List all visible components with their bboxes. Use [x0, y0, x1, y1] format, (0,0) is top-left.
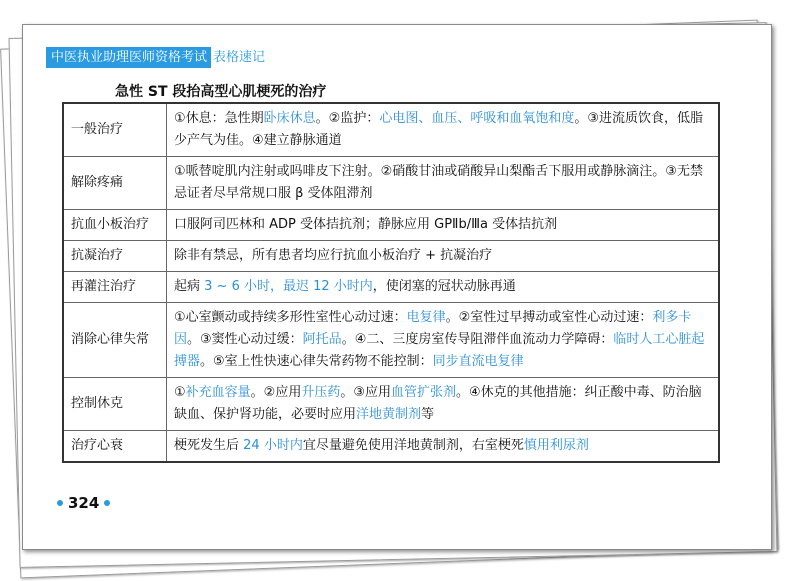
table-row [63, 157, 719, 210]
row-category: 再灌注治疗 [63, 272, 167, 303]
highlighted-text: 3 ~ 6 小时，最迟 12 小时内 [204, 279, 373, 294]
running-header [46, 47, 265, 68]
page-dot-icon [57, 500, 63, 506]
highlighted-text: 同步直流电复律 [432, 354, 524, 369]
highlighted-text: 24 小时内 [243, 438, 303, 453]
content-text: 。④休克的其他措施：纠正酸中毒、防治脑缺血、保护肾功能，必要时应用 [174, 385, 702, 422]
table-row [63, 241, 719, 272]
content-text: ，使闭塞的冠状动脉再通 [372, 279, 516, 294]
content-text: 。②应用 [250, 385, 302, 400]
header-series-label: 中医执业助理医师资格考试 [46, 47, 211, 68]
content-text: 。②监护： [315, 111, 380, 126]
row-content [167, 272, 720, 303]
row-category: 抗凝治疗 [63, 241, 167, 272]
table-row [63, 431, 719, 463]
content-text: 。③应用 [340, 385, 391, 400]
content-text: 。④二、三度房室传导阻滞伴血流动力学障碍： [341, 332, 614, 347]
highlighted-text: 升压药 [301, 385, 341, 400]
content-text: 。⑤室上性快速心律失常药物不能控制： [200, 354, 433, 369]
highlighted-text: 临时人工心脏起搏器 [174, 332, 705, 369]
table-row [63, 103, 719, 157]
highlighted-text: 血管扩张剂 [391, 385, 457, 400]
row-content [167, 103, 720, 157]
table-row [63, 210, 719, 241]
content-text: 口服阿司匹林和 ADP 受体拮抗剂；静脉应用 GPⅡb/Ⅲa 受体拮抗剂 [174, 217, 558, 232]
content-text: ① [174, 385, 186, 400]
table-title: 急性 ST 段抬高型心肌梗死的治疗 [115, 84, 327, 100]
content-text: ①休息：急性期 [174, 111, 264, 126]
highlighted-text: 洋地黄制剂 [356, 407, 422, 422]
row-content [167, 157, 720, 210]
content-text: 。③进流质饮食，低脂少产气为佳。④建立静脉通道 [174, 111, 703, 148]
row-category: 消除心律失常 [63, 303, 167, 378]
row-category: 治疗心衰 [63, 431, 167, 463]
row-content [167, 210, 720, 241]
content-text: 等 [421, 407, 435, 422]
highlighted-text: 阿托品 [302, 332, 342, 347]
table-row [63, 303, 719, 378]
table-row [63, 378, 719, 431]
page-number-text: 324 [68, 494, 100, 512]
row-content [167, 431, 720, 463]
content-text: 。③窦性心动过缓： [187, 332, 303, 347]
highlighted-text: 卧床休息 [263, 111, 316, 126]
row-category: 一般治疗 [63, 103, 167, 157]
content-text: 梗死发生后 [174, 438, 244, 453]
highlighted-text: 心电图、血压、呼吸和血氧饱和度 [379, 111, 575, 126]
content-text: 起病 [174, 279, 205, 294]
page-number [57, 494, 110, 512]
page-dot-icon [104, 500, 110, 506]
highlighted-text: 电复律 [406, 310, 446, 325]
content-text: 除非有禁忌，所有患者均应行抗血小板治疗 + 抗凝治疗 [174, 248, 493, 263]
header-subtitle: 表格速记 [213, 50, 266, 65]
row-content [167, 303, 720, 378]
content-text: 。②室性过早搏动或室性心动过速： [445, 310, 653, 325]
row-category: 控制休克 [63, 378, 167, 431]
row-category: 解除疼痛 [63, 157, 167, 210]
content-text: ①哌替啶肌内注射或吗啡皮下注射。②硝酸甘油或硝酸异山梨酯舌下服用或静脉滴注。③无禁忌证者尽早常规口服 β 受体阻滞剂 [174, 164, 703, 201]
content-text: 宜尽量避免使用洋地黄制剂，右室梗死 [302, 438, 524, 453]
highlighted-text: 利多卡因 [174, 310, 692, 347]
row-content [167, 241, 720, 272]
row-content [167, 378, 720, 431]
highlighted-text: 慎用利尿剂 [523, 438, 589, 453]
treatment-table [62, 102, 720, 463]
highlighted-text: 补充血容量 [185, 385, 251, 400]
book-page [22, 24, 772, 550]
table-row [63, 272, 719, 303]
content-text: ①心室颤动或持续多形性室性心动过速： [174, 310, 407, 325]
row-category: 抗血小板治疗 [63, 210, 167, 241]
